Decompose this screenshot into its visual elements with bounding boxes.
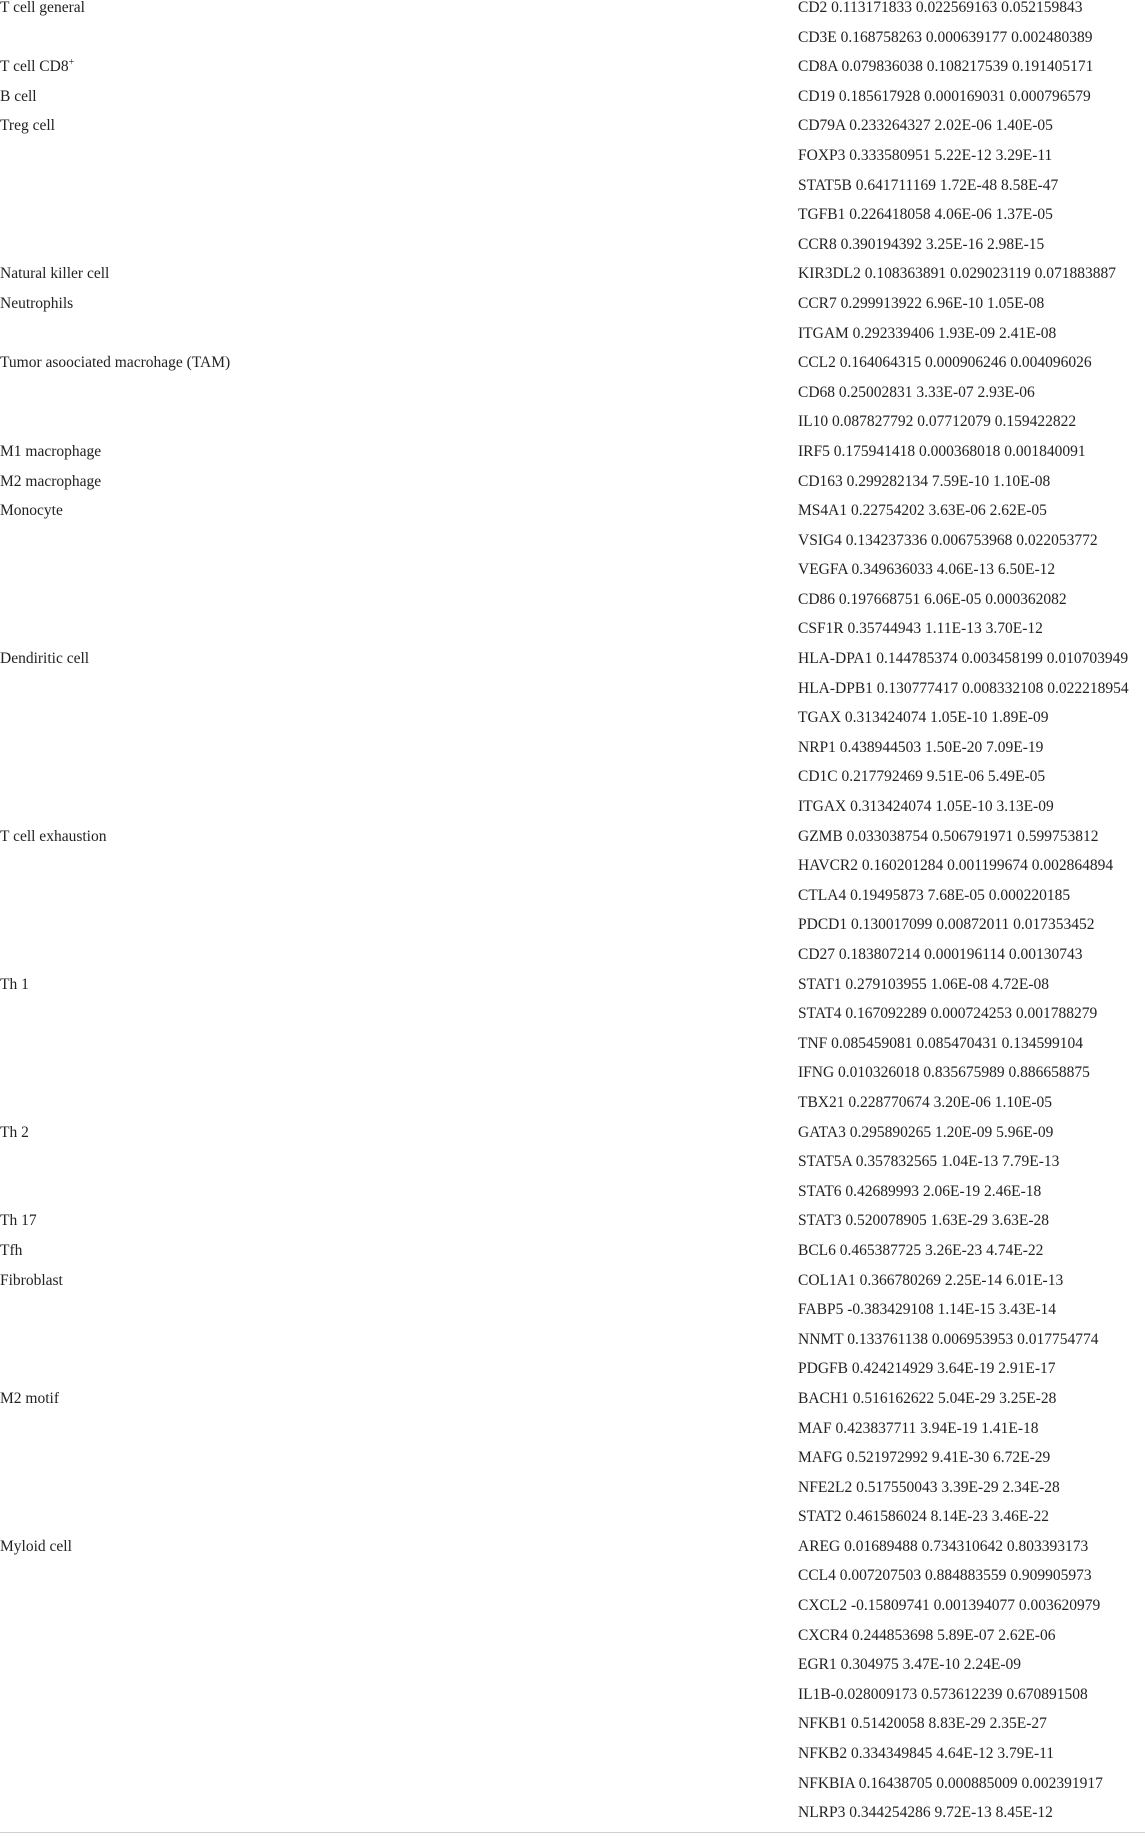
table-row — [0, 1450, 1145, 1480]
cell-type — [0, 769, 798, 799]
table-row — [0, 1361, 1145, 1391]
gene-values: IRF5 0.175941418 0.000368018 0.001840091 — [798, 443, 1086, 460]
gene-values: CD2 0.113171833 0.022569163 0.052159843 — [798, 0, 1083, 16]
cell-type — [0, 533, 798, 563]
table-row — [0, 89, 1145, 119]
gene-values: NFKB2 0.334349845 4.64E-12 3.79E-11 — [798, 1746, 1055, 1763]
cell-type — [0, 1450, 798, 1480]
gene-values: STAT5B 0.641711169 1.72E-48 8.58E-47 — [798, 177, 1059, 194]
table-row — [0, 207, 1145, 237]
gene-values: CCR8 0.390194392 3.25E-16 2.98E-15 — [798, 236, 1045, 253]
table-row — [0, 947, 1145, 977]
cell-type — [0, 385, 798, 415]
cell-type-label: M2 motif — [0, 1390, 59, 1407]
gene-values: PDGFB 0.424214929 3.64E-19 2.91E-17 — [798, 1361, 1056, 1378]
cell-type — [0, 1125, 798, 1155]
table-row — [0, 710, 1145, 740]
table-row — [0, 237, 1145, 267]
gene-values: STAT4 0.167092289 0.000724253 0.001788279 — [798, 1006, 1098, 1023]
cell-type — [0, 326, 798, 356]
gene-values: CD1C 0.217792469 9.51E-06 5.49E-05 — [798, 769, 1046, 786]
gene-values: CCR7 0.299913922 6.96E-10 1.05E-08 — [798, 295, 1045, 312]
cell-type — [0, 0, 798, 30]
cell-type — [0, 59, 798, 89]
cell-type-label: Fibroblast — [0, 1272, 63, 1289]
gene-values: CD79A 0.233264327 2.02E-06 1.40E-05 — [798, 118, 1053, 135]
table-row — [0, 414, 1145, 444]
cell-type-label: T cell general — [0, 0, 85, 16]
cell-type — [0, 237, 798, 267]
gene-values: GZMB 0.033038754 0.506791971 0.599753812 — [798, 828, 1099, 845]
gene-values: CXCL2 -0.15809741 0.001394077 0.003620979 — [798, 1598, 1101, 1615]
cell-type — [0, 1657, 798, 1687]
gene-values: GATA3 0.295890265 1.20E-09 5.96E-09 — [798, 1124, 1054, 1141]
gene-values: STAT2 0.461586024 8.14E-23 3.46E-22 — [798, 1509, 1050, 1526]
cell-type — [0, 1746, 798, 1776]
table-row — [0, 917, 1145, 947]
cell-type-label: Myloid cell — [0, 1538, 72, 1555]
table-row — [0, 355, 1145, 385]
cell-type-label: Neutrophils — [0, 295, 74, 312]
cell-type — [0, 947, 798, 977]
cell-type — [0, 148, 798, 178]
gene-values: NFE2L2 0.517550043 3.39E-29 2.34E-28 — [798, 1479, 1060, 1496]
cell-type — [0, 1065, 798, 1095]
gene-values: ITGAM 0.292339406 1.93E-09 2.41E-08 — [798, 325, 1057, 342]
cell-type — [0, 1243, 798, 1273]
table-row — [0, 1243, 1145, 1273]
cell-type — [0, 1332, 798, 1362]
gene-values: HAVCR2 0.160201284 0.001199674 0.002864894 — [798, 858, 1114, 875]
cell-type — [0, 1539, 798, 1569]
table-row — [0, 266, 1145, 296]
cell-type — [0, 474, 798, 504]
table-row — [0, 1006, 1145, 1036]
gene-values: STAT3 0.520078905 1.63E-29 3.63E-28 — [798, 1213, 1050, 1230]
cell-type-label: Natural killer cell — [0, 266, 110, 283]
gene-values: STAT5A 0.357832565 1.04E-13 7.79E-13 — [798, 1154, 1060, 1171]
table-row — [0, 30, 1145, 60]
cell-type — [0, 1628, 798, 1658]
table-row — [0, 1539, 1145, 1569]
gene-values: CSF1R 0.35744943 1.11E-13 3.70E-12 — [798, 621, 1043, 638]
cell-type — [0, 266, 798, 296]
cell-type — [0, 178, 798, 208]
table-row — [0, 829, 1145, 859]
cell-type — [0, 296, 798, 326]
cell-type — [0, 829, 798, 859]
table-row — [0, 1036, 1145, 1066]
gene-values: IL1B-0.028009173 0.573612239 0.670891508 — [798, 1686, 1088, 1703]
gene-values: CCL4 0.007207503 0.884883559 0.909905973 — [798, 1568, 1092, 1585]
gene-values: MS4A1 0.22754202 3.63E-06 2.62E-05 — [798, 503, 1047, 520]
cell-type — [0, 1302, 798, 1332]
table-row — [0, 1598, 1145, 1628]
gene-values: VEGFA 0.349636033 4.06E-13 6.50E-12 — [798, 562, 1056, 579]
gene-values: ITGAX 0.313424074 1.05E-10 3.13E-09 — [798, 799, 1054, 816]
table-row — [0, 1065, 1145, 1095]
gene-values: CD19 0.185617928 0.000169031 0.000796579 — [798, 88, 1091, 105]
cell-type — [0, 888, 798, 918]
table-row — [0, 858, 1145, 888]
table-row — [0, 0, 1145, 30]
cell-type-label: Th 17 — [0, 1213, 37, 1230]
cell-type — [0, 1598, 798, 1628]
cell-type — [0, 30, 798, 60]
cell-type — [0, 562, 798, 592]
table-row — [0, 474, 1145, 504]
cell-type — [0, 1184, 798, 1214]
table-row — [0, 1302, 1145, 1332]
table-row — [0, 769, 1145, 799]
cell-type-label: Tumor asoociated macrohage (TAM) — [0, 355, 231, 372]
gene-values: STAT1 0.279103955 1.06E-08 4.72E-08 — [798, 976, 1050, 993]
table-row — [0, 296, 1145, 326]
table-row — [0, 1154, 1145, 1184]
table-row — [0, 59, 1145, 89]
table-row — [0, 1568, 1145, 1598]
gene-values: CD86 0.197668751 6.06E-05 0.000362082 — [798, 591, 1067, 608]
gene-values: CD3E 0.168758263 0.000639177 0.002480389 — [798, 29, 1093, 46]
cell-type — [0, 621, 798, 651]
cell-type-label: Monocyte — [0, 503, 63, 520]
table-row — [0, 1332, 1145, 1362]
cell-type — [0, 207, 798, 237]
gene-values: NNMT 0.133761138 0.006953953 0.017754774 — [798, 1331, 1099, 1348]
table-row — [0, 1184, 1145, 1214]
table-row — [0, 621, 1145, 651]
cell-type-superscript: + — [68, 59, 75, 69]
table-row — [0, 444, 1145, 474]
cell-type-label: Th 2 — [0, 1124, 29, 1141]
gene-values: PDCD1 0.130017099 0.00872011 0.017353452 — [798, 917, 1095, 934]
table-row — [0, 1421, 1145, 1451]
cell-type-label: Tfh — [0, 1242, 23, 1259]
table-row — [0, 1746, 1145, 1776]
cell-type — [0, 1391, 798, 1421]
gene-values: IFNG 0.010326018 0.835675989 0.886658875 — [798, 1065, 1090, 1082]
table-row — [0, 1776, 1145, 1806]
table-row — [0, 1628, 1145, 1658]
gene-values: TGAX 0.313424074 1.05E-10 1.89E-09 — [798, 710, 1049, 727]
table-row — [0, 562, 1145, 592]
gene-values: HLA-DPB1 0.130777417 0.008332108 0.022218954 — [798, 680, 1129, 697]
gene-values: CCL2 0.164064315 0.000906246 0.004096026 — [798, 355, 1092, 372]
cell-type — [0, 1273, 798, 1303]
table-row — [0, 592, 1145, 622]
gene-values: TGFB1 0.226418058 4.06E-06 1.37E-05 — [798, 207, 1053, 224]
cell-type-label: Th 1 — [0, 976, 29, 993]
gene-values: CD68 0.25002831 3.33E-07 2.93E-06 — [798, 384, 1035, 401]
gene-values: TBX21 0.228770674 3.20E-06 1.10E-05 — [798, 1094, 1053, 1111]
table-row — [0, 1125, 1145, 1155]
table-row — [0, 1095, 1145, 1125]
cell-type — [0, 1361, 798, 1391]
table-row — [0, 1657, 1145, 1687]
cell-type — [0, 1568, 798, 1598]
gene-values: AREG 0.01689488 0.734310642 0.803393173 — [798, 1538, 1089, 1555]
gene-values: COL1A1 0.366780269 2.25E-14 6.01E-13 — [798, 1272, 1064, 1289]
cell-type — [0, 1687, 798, 1717]
table-row — [0, 1213, 1145, 1243]
gene-values: FABP5 -0.383429108 1.14E-15 3.43E-14 — [798, 1302, 1057, 1319]
cell-type — [0, 414, 798, 444]
cell-type — [0, 1213, 798, 1243]
cell-type — [0, 1006, 798, 1036]
cell-type — [0, 710, 798, 740]
cell-type — [0, 740, 798, 770]
cell-type-label: M1 macrophage — [0, 443, 102, 460]
gene-values: VSIG4 0.134237336 0.006753968 0.022053772 — [798, 532, 1098, 549]
gene-values: KIR3DL2 0.108363891 0.029023119 0.071883887 — [798, 266, 1117, 283]
cell-type — [0, 858, 798, 888]
table-row — [0, 1805, 1145, 1835]
table-row — [0, 326, 1145, 356]
cell-type — [0, 1154, 798, 1184]
gene-values: EGR1 0.304975 3.47E-10 2.24E-09 — [798, 1657, 1022, 1674]
gene-values: BCL6 0.465387725 3.26E-23 4.74E-22 — [798, 1242, 1044, 1259]
table-row — [0, 1273, 1145, 1303]
table-row — [0, 118, 1145, 148]
cell-type — [0, 1509, 798, 1539]
gene-values: FOXP3 0.333580951 5.22E-12 3.29E-11 — [798, 147, 1053, 164]
table-row — [0, 888, 1145, 918]
gene-values: MAFG 0.521972992 9.41E-30 6.72E-29 — [798, 1450, 1051, 1467]
cell-type-label: T cell exhaustion — [0, 828, 107, 845]
gene-values: CD27 0.183807214 0.000196114 0.00130743 — [798, 947, 1083, 963]
gene-values: CXCR4 0.244853698 5.89E-07 2.62E-06 — [798, 1627, 1056, 1644]
gene-values: NLRP3 0.344254286 9.72E-13 8.45E-12 — [798, 1805, 1053, 1822]
gene-values: NFKBIA 0.16438705 0.000885009 0.002391917 — [798, 1775, 1103, 1792]
table-row — [0, 503, 1145, 533]
gene-values: IL10 0.087827792 0.07712079 0.159422822 — [798, 414, 1077, 431]
cell-type-label: B cell — [0, 88, 37, 105]
cell-type — [0, 118, 798, 148]
table-row — [0, 977, 1145, 1007]
cell-type-label: T cell CD8 — [0, 59, 69, 76]
gene-values: NFKB1 0.51420058 8.83E-29 2.35E-27 — [798, 1716, 1047, 1733]
gene-values: CD8A 0.079836038 0.108217539 0.191405171 — [798, 59, 1094, 76]
table-row — [0, 1391, 1145, 1421]
table-row — [0, 1509, 1145, 1539]
cell-type — [0, 651, 798, 681]
gene-values: HLA-DPA1 0.144785374 0.003458199 0.010703949 — [798, 651, 1129, 668]
cell-type — [0, 681, 798, 711]
bottom-divider — [0, 1832, 1145, 1833]
cell-type — [0, 355, 798, 385]
cell-type-label: Treg cell — [0, 118, 55, 135]
cell-type — [0, 1036, 798, 1066]
cell-type — [0, 1805, 798, 1835]
table-row — [0, 740, 1145, 770]
gene-values: MAF 0.423837711 3.94E-19 1.41E-18 — [798, 1420, 1039, 1437]
gene-values: STAT6 0.42689993 2.06E-19 2.46E-18 — [798, 1183, 1042, 1200]
cell-type — [0, 1421, 798, 1451]
cell-type — [0, 89, 798, 119]
gene-values: CD163 0.299282134 7.59E-10 1.10E-08 — [798, 473, 1051, 490]
cell-type — [0, 977, 798, 1007]
cell-type — [0, 444, 798, 474]
table-row — [0, 148, 1145, 178]
cell-type-label: M2 macrophage — [0, 473, 102, 490]
cell-type — [0, 1716, 798, 1746]
cell-type — [0, 799, 798, 829]
cell-type — [0, 1095, 798, 1125]
table-row — [0, 681, 1145, 711]
table-row — [0, 385, 1145, 415]
cell-type-label: Dendiritic cell — [0, 651, 90, 668]
table-row — [0, 533, 1145, 563]
cell-type — [0, 1480, 798, 1510]
table-row — [0, 799, 1145, 829]
table-row — [0, 1687, 1145, 1717]
cell-type — [0, 503, 798, 533]
gene-values: CTLA4 0.19495873 7.68E-05 0.000220185 — [798, 887, 1071, 904]
cell-type — [0, 917, 798, 947]
cell-type — [0, 592, 798, 622]
table-row — [0, 651, 1145, 681]
gene-values: TNF 0.085459081 0.085470431 0.134599104 — [798, 1035, 1084, 1052]
gene-values: BACH1 0.516162622 5.04E-29 3.25E-28 — [798, 1390, 1057, 1407]
table-row — [0, 1480, 1145, 1510]
table-row — [0, 178, 1145, 208]
gene-values: NRP1 0.438944503 1.50E-20 7.09E-19 — [798, 739, 1044, 756]
table-row — [0, 1716, 1145, 1746]
cell-type — [0, 1776, 798, 1806]
